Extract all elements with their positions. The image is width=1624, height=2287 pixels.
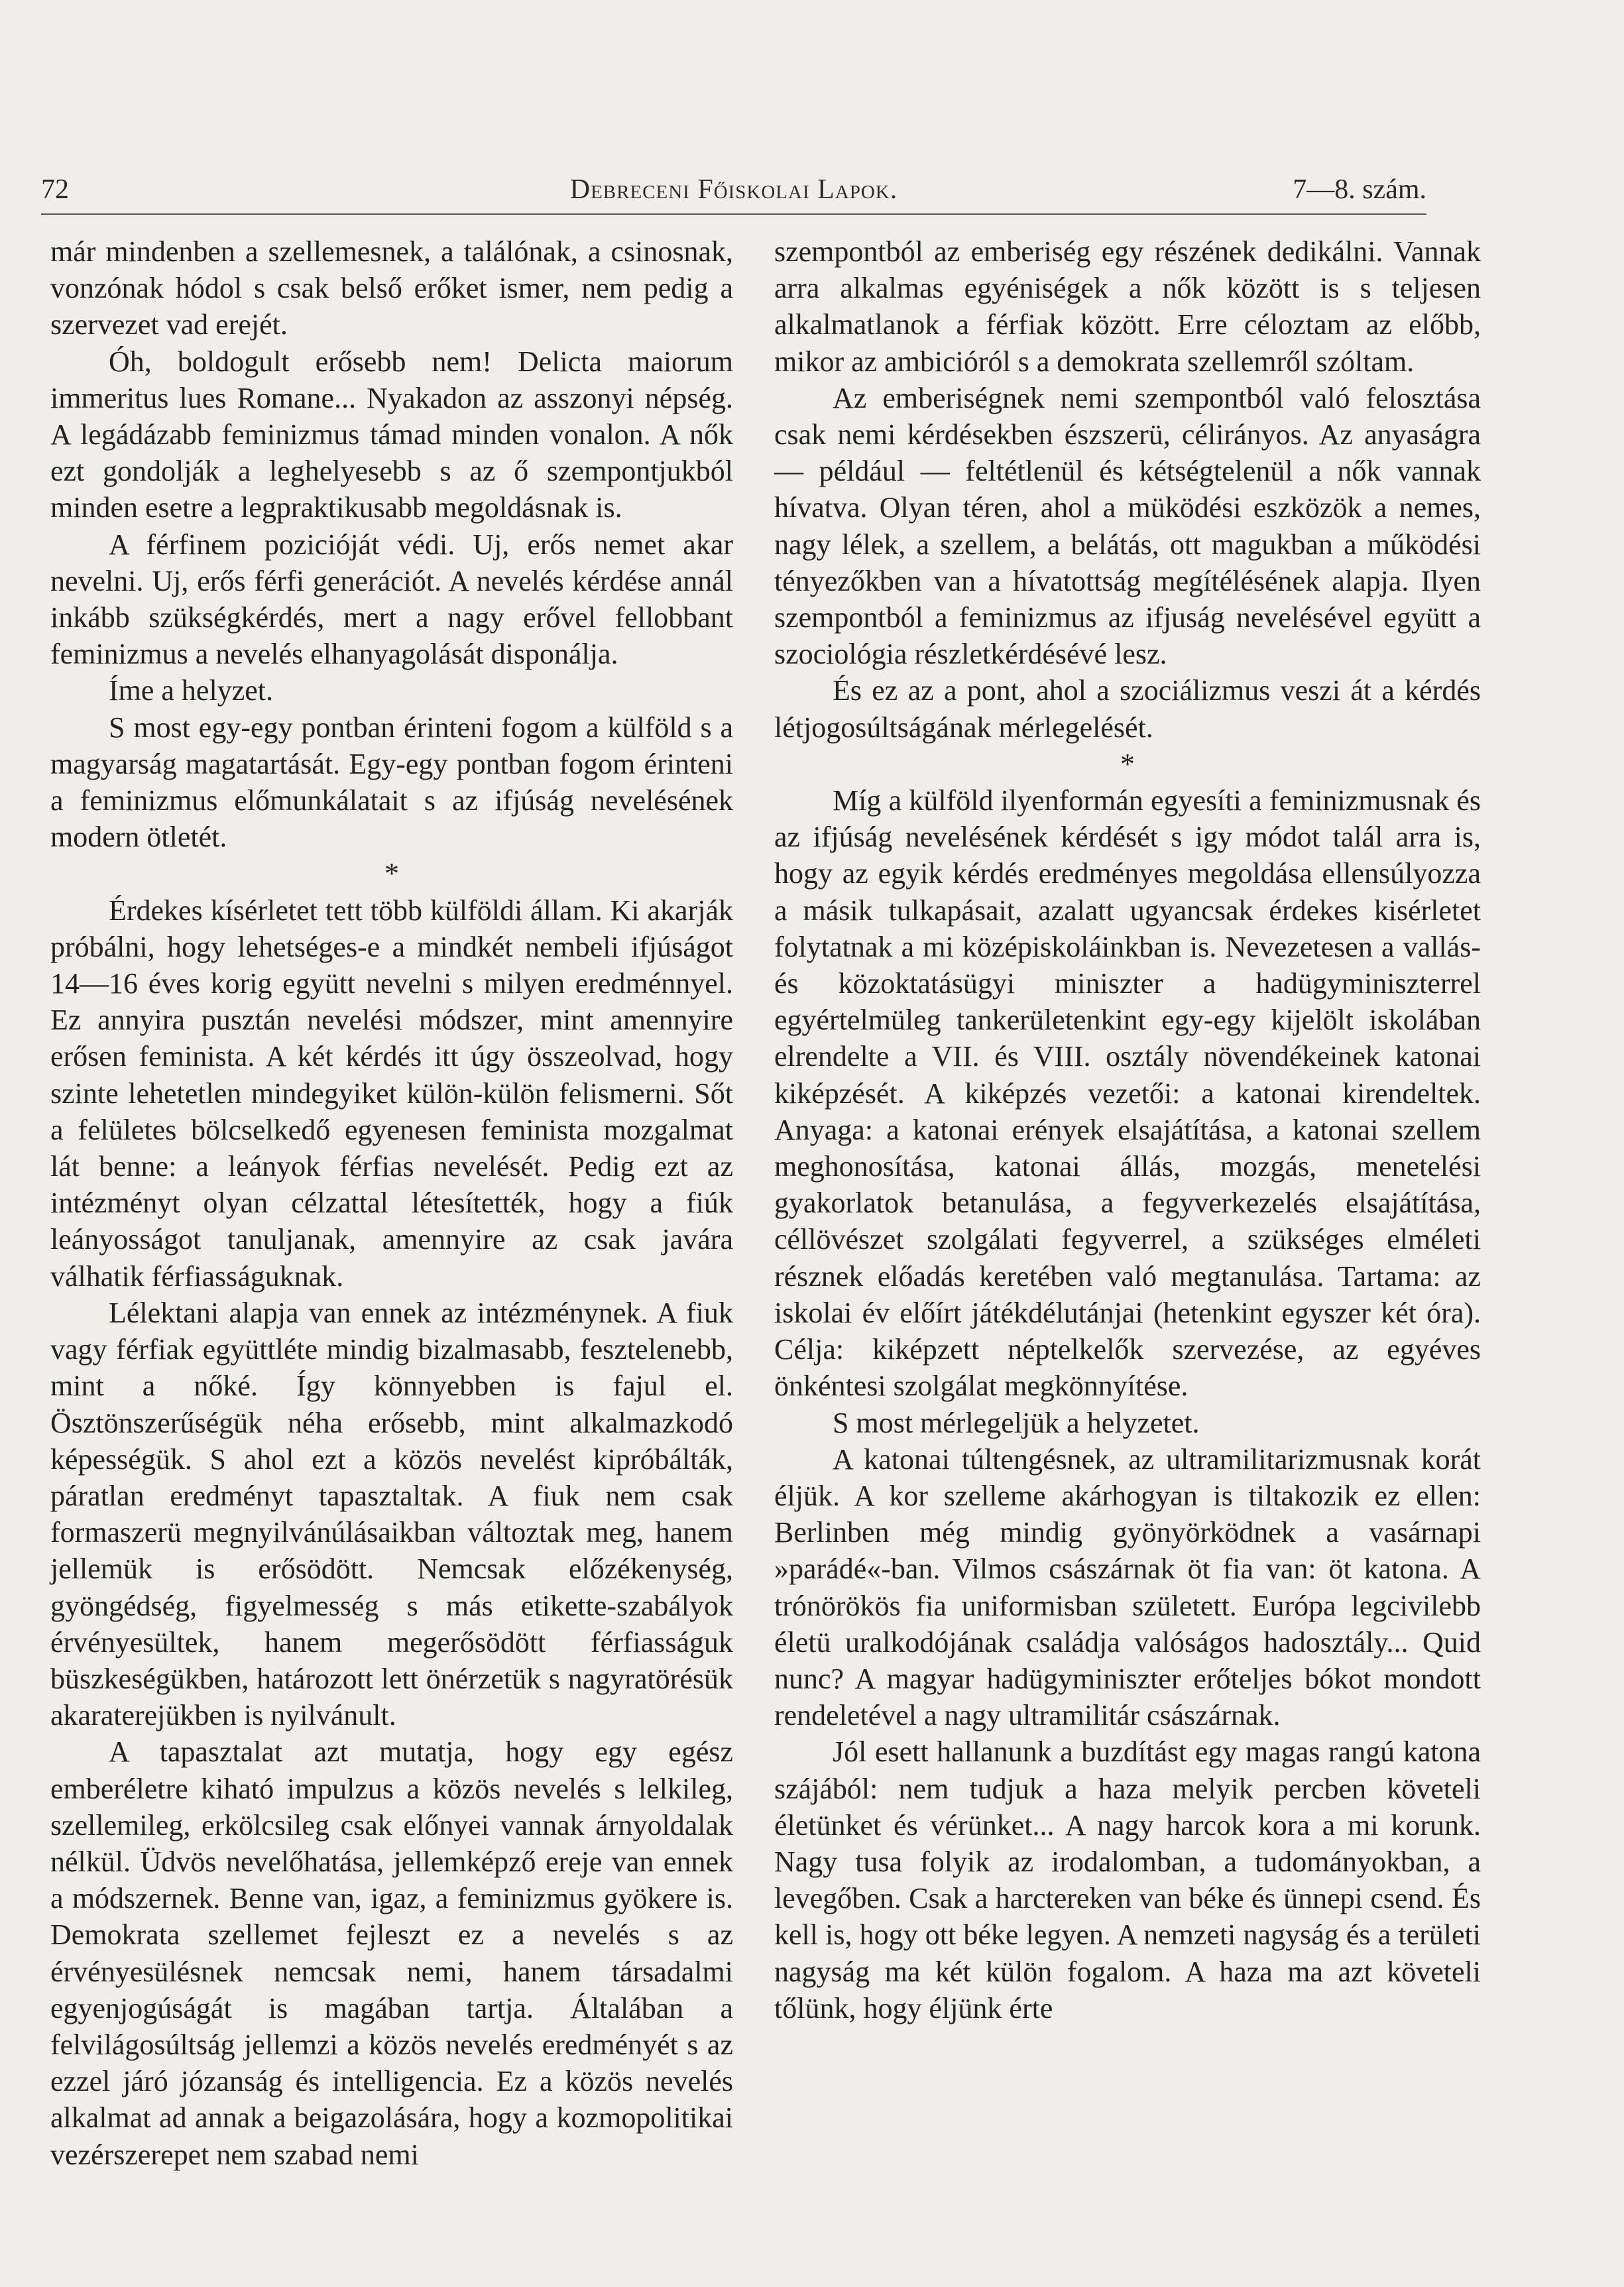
paragraph: Lélektani alapja van ennek az intézménynek. A fiuk vagy férfiak együttléte mindig bizalmasabb, fesztelenebb, mint a nőké. Így könnyebben is fajul el. Ösztönszerűségük néha erősebb, mint alkalmazkodó képességük. S ahol ezt a közös nevelést kipróbálták, páratlan eredményt tapasztaltak. A fiuk nem csak formaszerü megnyilvánúlásaikban változtak meg, hanem jellemük is erősödött. Nemcsak előzékenység, gyöngédség, figyelmesség s más etikette-szabályok érvényesültek, hanem megerősödött férfiasságuk büszkeségükben, határozott lett önérzetük s nagyratörésük akaraterejükben is nyilvánult. (50, 1296, 733, 1732)
paragraph: Íme a helyzet. (109, 674, 273, 707)
paragraph: És ez az a pont, ahol a szociálizmus veszi át a kérdés létjogosúltságának mérlegelését. (774, 674, 1481, 744)
running-header (41, 174, 1426, 213)
issue-number: 7—8. szám. (1293, 174, 1426, 205)
paragraph: S most egy-egy pontban érinteni fogom a külföld s a magyarság magatartását. Egy-egy pontban fogom érinteni a feminizmus előmunkálatait s az ifjúság nevelésének modern ötletét. (50, 711, 733, 854)
page-number: 72 (41, 174, 69, 205)
paragraph: A katonai túltengésnek, az ultramilitarizmusnak korát éljük. A kor szelleme akárhogyan is tiltakozik ez ellen: Berlinben még mindig gyönyörködnek a vasárnapi »parádé«-ban. Vilmos császárnak öt fia van: öt katona. A trónörökös fia uniformisban született. Európa legcivilebb életü uralkodójának családja valóságos hadosztály... Quid nunc? A magyar hadügyminiszter erőteljes bókot mondott rendeletével a nagy ultramilitár császárnak. (774, 1442, 1481, 1732)
paragraph: szempontból az emberiség egy részének dedikálni. Vannak arra alkalmas egyéniségek a nők között is s teljesen alkalmatlanok a férfiak között. Erre céloztam az előbb, mikor az ambicióról s a demokrata szellemről szóltam. (774, 235, 1481, 378)
journal-title: Debreceni Főiskolai Lapok. (569, 174, 898, 205)
paragraph: Az emberiségnek nemi szempontból való felosztása csak nemi kérdésekben észszerü, célirányos. Az anyaságra — például — feltétlenül és kétségtelenül a nők vannak hívatva. Olyan téren, ahol a müködési eszközök a nemes, nagy lélek, a szellem, a belátás, ott magukban a működési tényezőkben van a hívatottság megítélésének alapja. Ilyen szempontból a feminizmus az ifjuság nevelésével együtt a szociológia részletkérdésévé lesz. (774, 381, 1481, 671)
paragraph: Érdekes kísérletet tett több külföldi állam. Ki akarják próbálni, hogy lehetséges-e a mindkét nembeli ifjúságot 14—16 éves korig együtt nevelni s milyen eredménnyel. Ez annyira pusztán nevelési módszer, mint amennyire erősen feminista. A két kérdés itt úgy összeolvad, hogy szinte lehetetlen mindegyiket külön-külön felismerni. Sőt a felületes bölcselkedő egyenesen feminista mozgalmat lát benne: a leányok férfias nevelését. Pedig ezt az intézményt olyan célzattal létesítették, hogy a fiúk leányosságot tanuljanak, amennyire az csak javára válhatik férfiasságuknak. (50, 894, 733, 1293)
paragraph: Óh, boldogult erősebb nem! Delicta maiorum immeritus lues Romane... Nyakadon az asszonyi népség. A legádázabb feminizmus támad minden vonalon. A nők ezt gondolják a leghelyesebb s az ő szempontjukból minden esetre a legpraktikusabb megoldásnak is. (50, 345, 733, 524)
left-column (50, 233, 733, 2173)
paragraph: A férfinem pozicióját védi. Uj, erős nemet akar nevelni. Uj, erős férfi generációt. A nevelés kérdése annál inkább szükségkérdés, mert a nagy erővel fellobbant feminizmus a nevelés elhanyagolását disponálja. (50, 528, 733, 671)
right-column (774, 233, 1481, 2026)
paragraph: A tapasztalat azt mutatja, hogy egy egész emberéletre kiható impulzus a közös nevelés s lelkileg, szellemileg, erkölcsileg csak előnyei vannak árnyoldalak nélkül. Üdvös nevelőhatása, jellemképző ereje van ennek a módszernek. Benne van, igaz, a feminizmus gyökere is. Demokrata szellemet fejleszt ez a nevelés s az érvényesülésnek nemcsak nemi, hanem társadalmi egyenjogúságát is magában tartja. Általában a felvilágosúltság jellemzi a közös nevelés eredményét s az ezzel járó józanság és intelligencia. Ez a közös nevelés alkalmat ad annak a beigazolására, hogy a kozmopolitikai vezérszerepet nem szabad nemi (50, 1735, 733, 2171)
paragraph: Jól esett hallanunk a buzdítást egy magas rangú katona szájából: nem tudjuk a haza melyik percben követeli életünket és vérünket... A nagy harcok kora a mi korunk. Nagy tusa folyik az irodalomban, a tudományokban, a levegőben. Csak a harctereken van béke és ünnepi csend. És kell is, hogy ott béke legyen. A nemzeti nagyság és a területi nagyság ma két külön fogalom. A haza ma azt követeli tőlünk, hogy éljünk érte (774, 1735, 1481, 2024)
paragraph: már mindenben a szellemesnek, a találónak, a csinosnak, vonzónak hódol s csak belső erőket ismer, nem pedig a szervezet vad erejét. (50, 235, 733, 341)
section-divider: * (384, 857, 399, 890)
paragraph: Míg a külföld ilyenformán egyesíti a feminizmusnak és az ifjúság nevelésének kérdését s igy módot talál arra is, hogy az egyik kérdés eredményes megoldása ellensúlyozza a másik tulkapásait, azalatt ugyancsak érdekes kisérletet folytatnak a mi középiskoláinkban is. Nevezetesen a vallás- és közoktatásügyi miniszter a hadügyminiszterrel egyértelmüleg tankerületenkint egy-egy kijelölt iskolában elrendelte a VII. és VIII. osztály növendékeinek katonai kiképzését. A kiképzés vezetői: a katonai kirendeltek. Anyaga: a katonai erények elsajátítása, a katonai szellem meghonosítása, katonai állás, mozgás, menetelési gyakorlatok betanulása, a fegyverkezelés elsajátítása, céllövészet szolgálati fegyverrel, a szükséges elméleti résznek előadás keretében való megtanulása. Tartama: az iskolai év előírt játékdélutánjai (hetenkint egyszer két óra). Célja: kiképzett néptelkelők szervezése, az egyéves önkéntesi szolgálat megkönnyítése. (774, 784, 1481, 1403)
header-rule (41, 213, 1426, 215)
paragraph: S most mérlegeljük a helyzetet. (833, 1406, 1200, 1439)
section-divider: * (1120, 747, 1135, 780)
